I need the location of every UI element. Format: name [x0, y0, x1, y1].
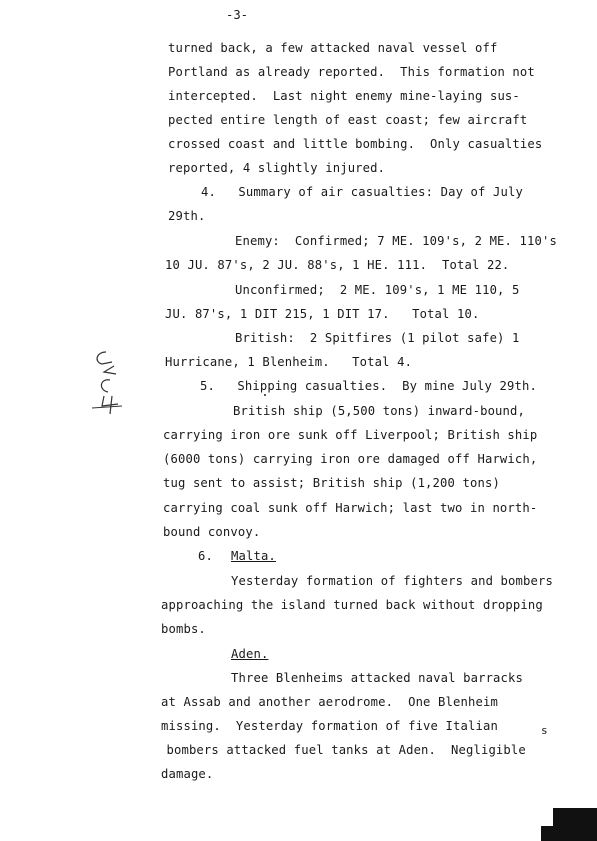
- text-line: bound convoy.: [163, 525, 261, 539]
- text-line: Three Blenheims attacked naval barracks: [231, 671, 524, 685]
- text-line: Hurricane, 1 Blenheim. Total 4.: [165, 355, 413, 369]
- text-line: bombs.: [161, 622, 206, 636]
- text-line: Enemy: Confirmed; 7 ME. 109's, 2 ME. 110's: [235, 234, 557, 248]
- text-line: reported, 4 slightly injured.: [168, 161, 386, 175]
- text-line: approaching the island turned back without dropping: [161, 598, 543, 612]
- text-line: Portland as already reported. This formation not: [168, 65, 535, 79]
- heading-aden: Aden.: [231, 647, 269, 661]
- section-heading-4: 4. Summary of air casualties: Day of July: [201, 185, 523, 199]
- text-line: carrying coal sunk off Harwich; last two in north-: [163, 501, 538, 515]
- text-line: bombers attacked fuel tanks at Aden. Negligible: [159, 743, 526, 757]
- ink-dot: [264, 394, 266, 396]
- text-line: 10 JU. 87's, 2 JU. 88's, 1 HE. 111. Total 22.: [165, 258, 510, 272]
- text-line: intercepted. Last night enemy mine-laying sus-: [168, 89, 520, 103]
- text-line: Unconfirmed; 2 ME. 109's, 1 ME 110, 5: [235, 283, 520, 297]
- text-line: British: 2 Spitfires (1 pilot safe) 1: [235, 331, 520, 345]
- section-number-6: 6.: [198, 549, 213, 563]
- text-line: missing. Yesterday formation of five Italian: [161, 719, 498, 733]
- text-line: at Assab and another aerodrome. One Blenheim: [161, 695, 498, 709]
- text-line: pected entire length of east coast; few aircraft: [168, 113, 528, 127]
- text-line: crossed coast and little bombing. Only casualties: [168, 137, 543, 151]
- heading-malta: Malta.: [231, 549, 276, 563]
- text-line: British ship (5,500 tons) inward-bound,: [233, 404, 526, 418]
- text-line: damage.: [161, 767, 214, 781]
- side-mark: s: [541, 724, 548, 737]
- text-line: carrying iron ore sunk off Liverpool; British ship: [163, 428, 538, 442]
- text-line: turned back, a few attacked naval vessel off: [168, 41, 498, 55]
- text-line: JU. 87's, 1 DIT 215, 1 DIT 17. Total 10.: [165, 307, 480, 321]
- text-line: (6000 tons) carrying iron ore damaged off Harwich,: [163, 452, 538, 466]
- scan-edge-shadow: [541, 826, 597, 841]
- text-line: 29th.: [168, 209, 206, 223]
- text-line: tug sent to assist; British ship (1,200 tons): [163, 476, 500, 490]
- text-line: Yesterday formation of fighters and bombers: [231, 574, 553, 588]
- handwritten-margin-annotation: [84, 348, 124, 418]
- section-heading-5: 5. Shipping casualties. By mine July 29th.: [200, 379, 537, 393]
- page-number: -3-: [226, 8, 249, 22]
